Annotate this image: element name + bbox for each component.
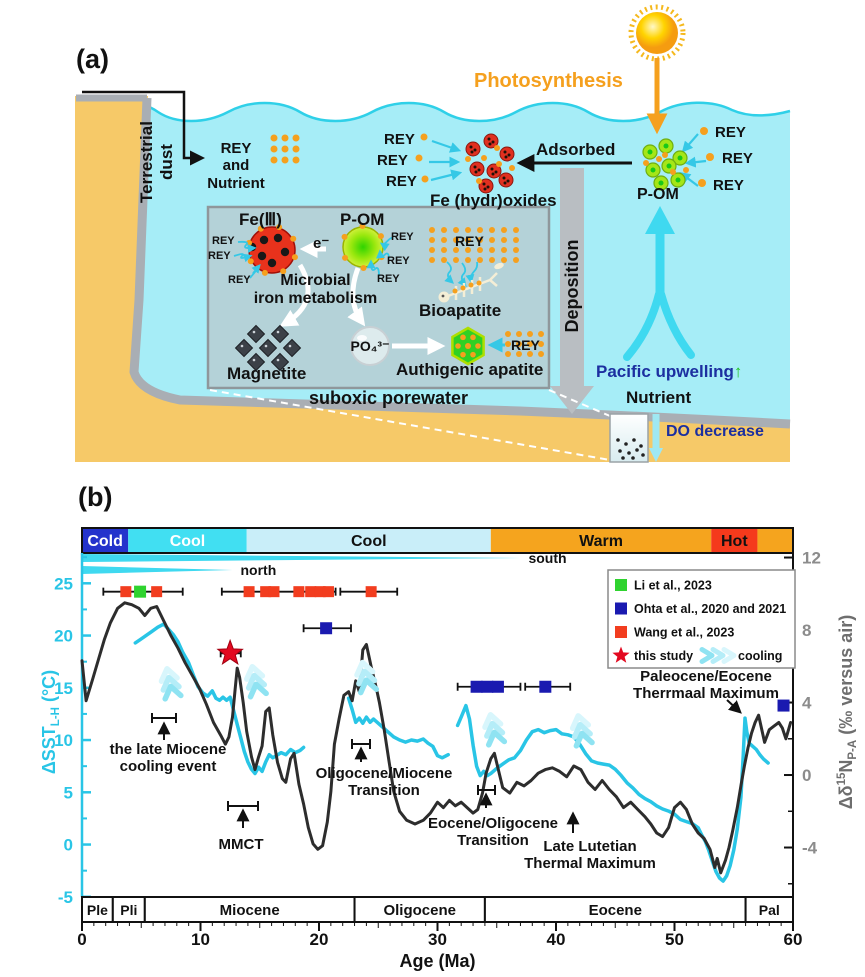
annotation-text: cooling event bbox=[119, 758, 217, 775]
red-square-marker bbox=[268, 586, 279, 597]
left-tick-label: 15 bbox=[54, 678, 73, 698]
blue-square-marker bbox=[778, 700, 790, 712]
pacific-upwelling-text: Pacific upwelling bbox=[596, 362, 734, 381]
x-tick-label: 50 bbox=[665, 930, 684, 949]
right-axis-title: $\Delta\delta^{15}N_{P-A}$ (‰ versus air) bbox=[836, 614, 859, 810]
blue-square-marker bbox=[492, 681, 504, 693]
rey-left-3: REY bbox=[386, 173, 417, 190]
legend-swatch bbox=[615, 603, 627, 615]
nutrient-bottom-label: Nutrient bbox=[626, 388, 692, 407]
do-decrease-label: DO decrease bbox=[666, 423, 764, 440]
blue-square-marker bbox=[481, 681, 493, 693]
right-tick-label: 12 bbox=[802, 548, 821, 568]
legend-label: cooling bbox=[738, 649, 783, 663]
x-axis-title: Age (Ma) bbox=[399, 951, 476, 971]
red-square-marker bbox=[293, 586, 304, 597]
cooling-arrow-group bbox=[159, 667, 181, 699]
climate-bar-segment bbox=[757, 528, 793, 553]
left-tick-label: -5 bbox=[57, 887, 73, 907]
rey-field-label: REY bbox=[455, 233, 484, 249]
cooling-arrow-group bbox=[244, 665, 266, 697]
period-label: Pal bbox=[758, 902, 780, 918]
annotation-text: Transition bbox=[457, 832, 529, 849]
annotation-text: Eocene/Oligocene bbox=[427, 815, 559, 832]
p-om-inset-label: P-OM bbox=[340, 210, 385, 229]
red-square-marker bbox=[366, 586, 377, 597]
rey-inset-l3: REY bbox=[228, 274, 251, 286]
left-axis-title: $\Delta SST_{L-H}$ (°C) bbox=[39, 669, 62, 775]
climate-bar-label: Hot bbox=[721, 533, 748, 550]
latitude-wedge bbox=[82, 554, 520, 562]
annotation-text: Paleocene/Eocene bbox=[640, 668, 772, 685]
suboxic-porewater-label: suboxic porewater bbox=[309, 388, 469, 408]
adsorbed-label: Adsorbed bbox=[536, 140, 616, 159]
authigenic-apatite-label: Authigenic apatite bbox=[396, 360, 544, 379]
blue-square-marker bbox=[320, 622, 332, 634]
period-label: Oligocene bbox=[383, 902, 456, 919]
rey-left-2: REY bbox=[377, 152, 408, 169]
terrestrial-dust-line2: dust bbox=[157, 144, 176, 180]
bioapatite-label: Bioapatite bbox=[419, 301, 502, 320]
blue-square-marker bbox=[471, 681, 483, 693]
climate-bar-label: Warm bbox=[579, 533, 623, 550]
annotation-text: Thermal Maximum bbox=[524, 855, 656, 872]
left-tick-label: 5 bbox=[63, 783, 73, 803]
right-tick-label: 4 bbox=[802, 693, 812, 713]
terrestrial-dust-line1: Terrestrial bbox=[137, 121, 157, 203]
climate-bar-label: Cool bbox=[169, 533, 206, 550]
latitude-wedge-label: north bbox=[240, 562, 277, 578]
microbial-line2: iron metabolism bbox=[253, 290, 378, 308]
rey-inset-l1: REY bbox=[212, 235, 235, 247]
po4-label: PO₄³⁻ bbox=[350, 338, 390, 354]
climate-bar-label: Cold bbox=[87, 533, 123, 550]
panel-b-label: (b) bbox=[78, 482, 113, 512]
x-tick-label: 60 bbox=[783, 930, 803, 949]
fe-hydroxides-label: Fe (hydr)oxides bbox=[430, 191, 557, 210]
left-tick-label: 10 bbox=[54, 731, 73, 751]
annotation-text: the late Miocene bbox=[109, 741, 227, 758]
red-square-marker bbox=[244, 586, 255, 597]
annotation-text: Therrmaal Maximum bbox=[633, 685, 779, 702]
rey-text: REY bbox=[220, 140, 252, 157]
latitude-wedge-label: south bbox=[528, 550, 567, 566]
e-minus-label: e⁻ bbox=[313, 235, 330, 252]
legend-swatch bbox=[615, 579, 627, 591]
period-label: Pli bbox=[120, 902, 138, 918]
annotation-text: MMCT bbox=[218, 836, 264, 853]
annotation-bracket bbox=[478, 785, 495, 795]
x-tick-label: 20 bbox=[309, 930, 329, 949]
left-tick-label: 20 bbox=[54, 626, 73, 646]
cooling-arrow-group bbox=[483, 713, 505, 745]
left-tick-label: 0 bbox=[63, 835, 73, 855]
photosynthesis-label: Photosynthesis bbox=[474, 70, 623, 92]
red-square-marker bbox=[323, 586, 334, 597]
nutrient-text: Nutrient bbox=[207, 174, 265, 192]
rey-right-1: REY bbox=[715, 124, 746, 141]
blue-square-marker bbox=[539, 681, 551, 693]
legend-label: this study bbox=[634, 649, 694, 663]
series-sst bbox=[349, 698, 449, 758]
green-square-marker bbox=[134, 586, 146, 598]
annotation-bracket bbox=[152, 713, 176, 723]
right-tick-label: -4 bbox=[802, 838, 818, 858]
red-square-marker bbox=[120, 586, 131, 597]
deposition-text: Deposition bbox=[561, 239, 582, 333]
left-tick-label: 25 bbox=[54, 574, 73, 594]
right-tick-label: 8 bbox=[802, 621, 812, 641]
x-tick-label: 10 bbox=[191, 930, 210, 949]
legend-label: Ohta et al., 2020 and 2021 bbox=[634, 602, 787, 616]
fe3-label: Fe(Ⅲ) bbox=[239, 210, 282, 229]
annotation-text: Transition bbox=[348, 782, 420, 799]
p-om-label: P-OM bbox=[637, 186, 679, 203]
period-label: Ple bbox=[86, 902, 108, 918]
rey-inset-r3: REY bbox=[377, 273, 400, 285]
and-text: and bbox=[222, 157, 250, 175]
legend-swatch bbox=[615, 626, 627, 638]
magnetite-label: Magnetite bbox=[227, 364, 307, 383]
annotation-bracket bbox=[228, 801, 258, 811]
rey-left-1: REY bbox=[384, 131, 415, 148]
annotation-bracket bbox=[352, 739, 370, 749]
annotation-text: Late Lutetian bbox=[543, 838, 637, 855]
rey-inset-r1: REY bbox=[391, 231, 414, 243]
climate-bar-label: Cool bbox=[350, 533, 387, 550]
legend-label: Li et al., 2023 bbox=[634, 578, 712, 593]
rey-box2-label: REY bbox=[511, 337, 540, 353]
period-label: Eocene bbox=[588, 902, 642, 919]
panel-a-label: (a) bbox=[76, 44, 109, 74]
annotation-text: Oligocene/Miocene bbox=[315, 765, 453, 782]
cooling-arrow-group bbox=[570, 714, 592, 746]
rey-right-2: REY bbox=[722, 150, 753, 167]
rey-right-3: REY bbox=[713, 177, 744, 194]
x-tick-label: 0 bbox=[77, 930, 87, 949]
rey-inset-l2: REY bbox=[208, 250, 231, 262]
period-label: Miocene bbox=[219, 902, 280, 919]
legend-label: Wang et al., 2023 bbox=[634, 625, 735, 640]
this-study-star-marker bbox=[218, 640, 243, 664]
red-square-marker bbox=[305, 586, 316, 597]
latitude-wedge bbox=[82, 566, 232, 574]
x-tick-label: 40 bbox=[546, 930, 566, 949]
rey-inset-r2: REY bbox=[387, 255, 410, 267]
right-tick-label: 0 bbox=[802, 766, 812, 786]
x-tick-label: 30 bbox=[428, 930, 447, 949]
microbial-line1: Microbial bbox=[280, 272, 351, 289]
upwelling-up-icon: ↑ bbox=[733, 362, 743, 381]
red-square-marker bbox=[151, 586, 162, 597]
